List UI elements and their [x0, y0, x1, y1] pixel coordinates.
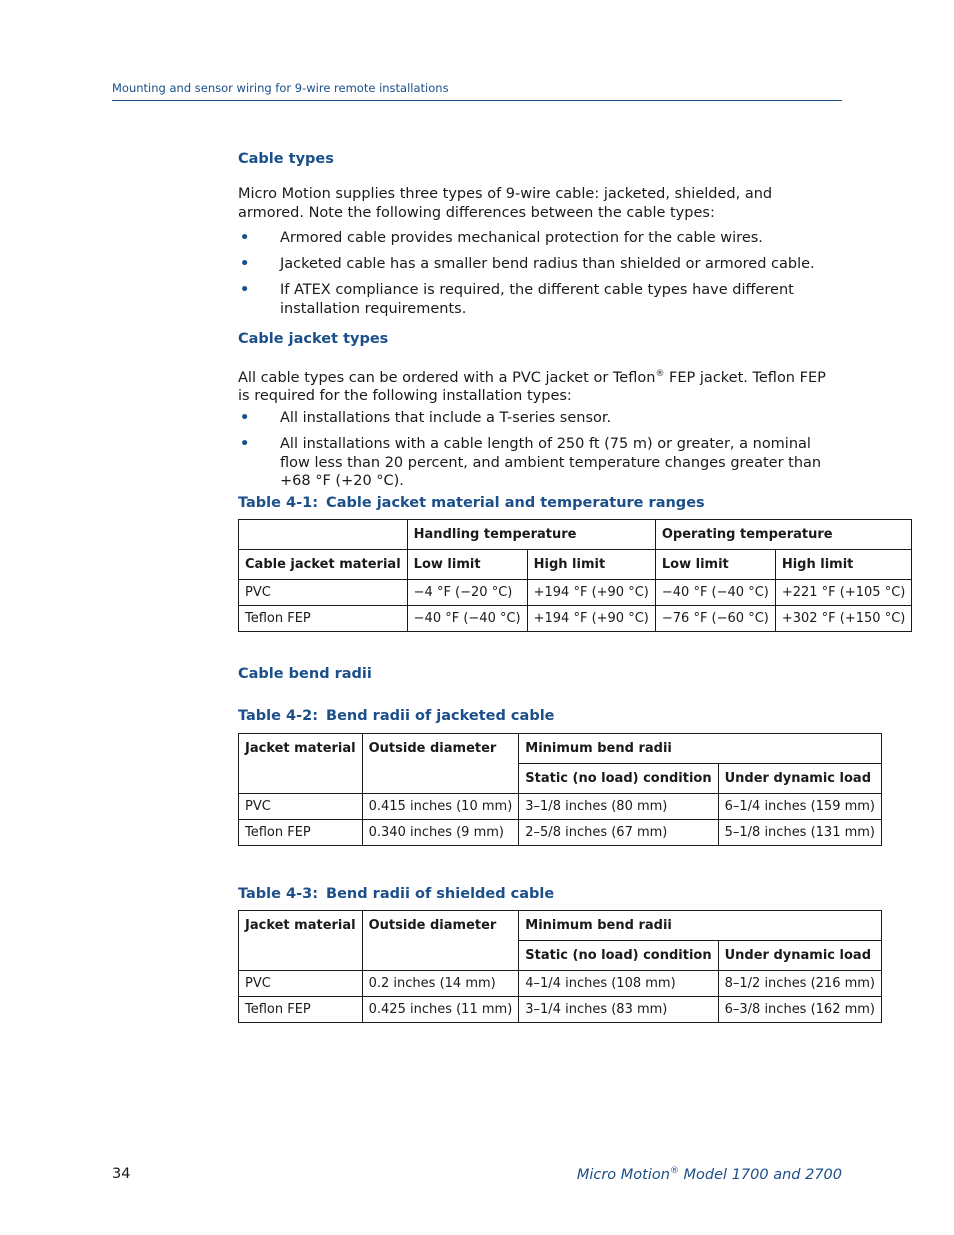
list-item — [238, 229, 842, 248]
bullet-icon: • — [240, 436, 250, 452]
document-title-a: Micro Motion — [576, 1166, 670, 1183]
table-header-cell: Static (no load) condition — [519, 941, 718, 971]
table-cell: PVC — [239, 971, 363, 997]
list-item-text: All installations with a cable length of 250 ft (75 m) or greater, a nominal flow less than 20 percent, and ambient temperature changes greater than +68 °F (+20 °C). — [280, 436, 822, 489]
table-cell: 5–1/8 inches (131 mm) — [718, 820, 881, 846]
table-header-cell — [239, 520, 408, 550]
table-cell: 0.425 inches (11 mm) — [362, 997, 519, 1023]
intro-text-b: FEP jacket. Teflon FEP is required for the following installation types: — [238, 369, 826, 405]
table-header-cell: Outside diameter — [362, 911, 519, 971]
table-title: Cable jacket material and temperature ranges — [326, 495, 705, 511]
table-number: Table 4-1: — [238, 495, 319, 511]
table-header-cell: Operating temperature — [655, 520, 911, 550]
section-heading-cable-jacket-types: Cable jacket types — [238, 331, 389, 347]
table-row — [239, 997, 882, 1023]
table-row — [239, 580, 912, 606]
table-header-cell: Jacket material — [239, 911, 363, 971]
shielded-bend-radii-table — [238, 910, 882, 1023]
table-row — [239, 794, 882, 820]
table-header-cell: Cable jacket material — [239, 550, 408, 580]
table-header-cell: High limit — [527, 550, 655, 580]
section-heading-cable-bend-radii: Cable bend radii — [238, 666, 372, 682]
jacketed-bend-radii-table — [238, 733, 882, 846]
table-header-cell: Jacket material — [239, 734, 363, 794]
table-cell: −76 °F (−60 °C) — [655, 606, 775, 632]
table-caption — [238, 708, 555, 724]
table-number: Table 4-3: — [238, 886, 319, 902]
cable-jacket-types-intro — [238, 365, 842, 406]
table-cell: −40 °F (−40 °C) — [655, 580, 775, 606]
running-header: Mounting and sensor wiring for 9-wire remote installations — [112, 81, 842, 101]
table-cell: 6–1/4 inches (159 mm) — [718, 794, 881, 820]
list-item — [238, 255, 842, 274]
table-cell: 2–5/8 inches (67 mm) — [519, 820, 718, 846]
list-item — [238, 409, 842, 428]
table-title: Bend radii of shielded cable — [326, 886, 555, 902]
bullet-icon: • — [240, 410, 250, 426]
table-cell: 0.340 inches (9 mm) — [362, 820, 519, 846]
table-cell: 3–1/4 inches (83 mm) — [519, 997, 718, 1023]
table-cell: −40 °F (−40 °C) — [407, 606, 527, 632]
list-item — [238, 281, 842, 318]
bullet-icon: • — [240, 256, 250, 272]
registered-mark: ® — [669, 1166, 679, 1176]
intro-text-a: All cable types can be ordered with a PVC jacket or Teflon — [238, 369, 656, 386]
list-item — [238, 435, 842, 491]
list-item-text: Armored cable provides mechanical protection for the cable wires. — [280, 230, 763, 246]
table-cell: 3–1/8 inches (80 mm) — [519, 794, 718, 820]
table-caption — [238, 886, 554, 902]
table-cell: +194 °F (+90 °C) — [527, 606, 655, 632]
list-item-text: Jacketed cable has a smaller bend radius than shielded or armored cable. — [280, 256, 815, 272]
table-cell: Teflon FEP — [239, 820, 363, 846]
bullet-icon: • — [240, 282, 250, 298]
table-cell: 0.2 inches (14 mm) — [362, 971, 519, 997]
table-header-row — [239, 734, 882, 764]
table-header-row — [239, 520, 912, 550]
table-cell: +302 °F (+150 °C) — [775, 606, 912, 632]
table-header-cell: Minimum bend radii — [519, 911, 882, 941]
table-cell: 4–1/4 inches (108 mm) — [519, 971, 718, 997]
page-number: 34 — [112, 1166, 131, 1182]
table-header-cell: Under dynamic load — [718, 764, 881, 794]
table-cell: +194 °F (+90 °C) — [527, 580, 655, 606]
section-heading-cable-types: Cable types — [238, 151, 334, 167]
table-caption — [238, 495, 705, 511]
table-header-cell: Low limit — [407, 550, 527, 580]
table-cell: 8–1/2 inches (216 mm) — [718, 971, 881, 997]
table-cell: −4 °F (−20 °C) — [407, 580, 527, 606]
table-header-cell: Under dynamic load — [718, 941, 881, 971]
table-cell: 0.415 inches (10 mm) — [362, 794, 519, 820]
document-title — [577, 1166, 842, 1183]
table-cell: Teflon FEP — [239, 606, 408, 632]
list-item-text: If ATEX compliance is required, the different cable types have different installation requirements. — [280, 282, 794, 317]
table-header-cell: Minimum bend radii — [519, 734, 882, 764]
table-cell: PVC — [239, 794, 363, 820]
table-cell: 6–3/8 inches (162 mm) — [718, 997, 881, 1023]
table-header-row — [239, 550, 912, 580]
table-header-cell: High limit — [775, 550, 912, 580]
table-header-cell: Handling temperature — [407, 520, 655, 550]
cable-types-intro: Micro Motion supplies three types of 9-wire cable: jacketed, shielded, and armored. Note the following differences between the cable types: — [238, 186, 773, 221]
document-title-b: Model 1700 and 2700 — [678, 1166, 842, 1183]
table-header-row — [239, 911, 882, 941]
table-row — [239, 971, 882, 997]
table-header-cell: Low limit — [655, 550, 775, 580]
list-item-text: All installations that include a T-series sensor. — [280, 410, 612, 426]
table-cell: +221 °F (+105 °C) — [775, 580, 912, 606]
table-header-cell: Static (no load) condition — [519, 764, 718, 794]
temperature-range-table — [238, 519, 912, 632]
bullet-icon: • — [240, 230, 250, 246]
table-cell: PVC — [239, 580, 408, 606]
table-row — [239, 820, 882, 846]
table-cell: Teflon FEP — [239, 997, 363, 1023]
table-row — [239, 606, 912, 632]
table-header-cell: Outside diameter — [362, 734, 519, 794]
registered-mark: ® — [655, 369, 665, 379]
table-number: Table 4-2: — [238, 708, 319, 724]
table-title: Bend radii of jacketed cable — [326, 708, 555, 724]
